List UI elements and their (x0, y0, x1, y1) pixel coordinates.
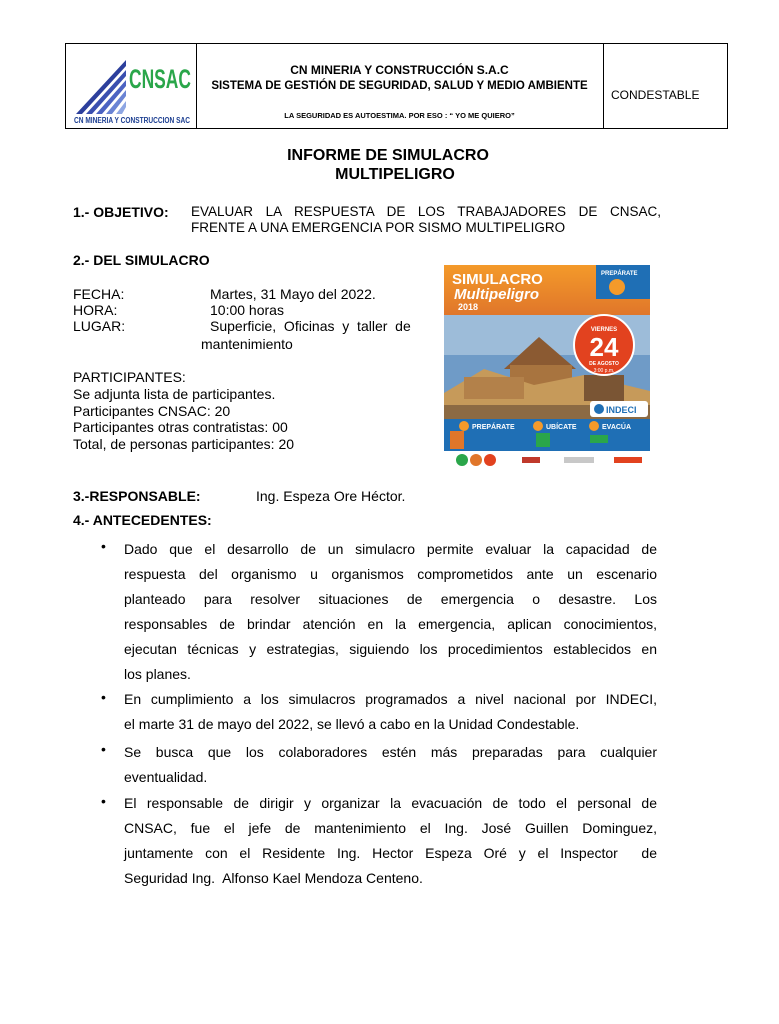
poster-agency: INDECI (606, 405, 637, 415)
list-item-line: Seguridad Ing. Alfonso Kael Mendoza Centeno. (124, 870, 423, 886)
safety-motto: LA SEGURIDAD ES AUTOESTIMA. POR ESO : “ YO ME QUIERO” (284, 111, 515, 120)
poster-title: SIMULACRO (452, 271, 543, 288)
logo-cell (66, 44, 197, 128)
hora-label: HORA: (73, 302, 118, 318)
drill-heading: 2.- DEL SIMULACRO (73, 252, 210, 268)
indeci-icon (594, 404, 604, 414)
objective-line1: EVALUAR LA RESPUESTA DE LOS TRABAJADORES DE CNSAC, (191, 204, 661, 219)
responsible-label: 3.-RESPONSABLE: (73, 488, 201, 504)
participants-line: Total, de personas participantes: 20 (73, 435, 295, 452)
responsible-value: Ing. Espeza Ore Héctor. (256, 488, 406, 504)
lugar-value: Superficie, Oficinas y taller de (210, 318, 411, 334)
list-item (124, 687, 657, 737)
lugar-value-cont: mantenimiento (201, 336, 293, 352)
logo-subtext: CN MINERIA Y CONSTRUCCION SAC (74, 116, 191, 125)
unit-name: CONDESTABLE (611, 88, 700, 102)
document-header (65, 43, 728, 129)
fecha-value: Martes, 31 Mayo del 2022. (210, 286, 376, 302)
poster-day-label: VIERNES (590, 327, 618, 333)
list-item (124, 791, 657, 891)
poster-step3: EVACÚA (602, 424, 632, 431)
report-title (0, 146, 768, 184)
alarm-icon (609, 279, 625, 295)
backpack-icon (450, 431, 464, 449)
bullet-icon: • (101, 793, 106, 809)
simulacro-poster (444, 265, 650, 469)
poster-year: 2018 (458, 302, 479, 312)
objective-label: 1.- OBJETIVO: (73, 204, 169, 220)
poster-day: 24 (589, 332, 619, 362)
cnsac-logo (72, 52, 192, 126)
safe-zone-icon (536, 433, 550, 447)
background-heading: 4.- ANTECEDENTES: (73, 512, 212, 528)
list-item-line: los planes. (124, 666, 191, 682)
list-item-line: Dado que el desarrollo de un simulacro permite evaluar la capacidad de (124, 541, 657, 557)
poster-subtitle: Multipeligro (454, 286, 539, 303)
list-item-line: CNSAC, fue el jefe de mantenimiento el Ing. José Guillen Dominguez, (124, 820, 657, 836)
report-title-line2: MULTIPELIGRO (335, 166, 455, 183)
poster-month: DE AGOSTO (589, 361, 619, 367)
title-cell (196, 44, 604, 128)
participants-line: Participantes otras contratistas: 00 (73, 419, 288, 435)
list-item-line: En cumplimiento a los simulacros programados a nivel nacional por INDECI, (124, 691, 657, 707)
report-title-line1: INFORME DE SIMULACRO (287, 147, 489, 164)
logo-text: CNSAC (129, 64, 191, 94)
participants-heading: PARTICIPANTES: (73, 369, 186, 385)
unit-cell (603, 44, 727, 128)
hora-value: 10:00 horas (210, 302, 284, 318)
list-item-line: Se busca que los colaboradores estén más preparadas para cualquier (124, 744, 657, 760)
list-item-line: planteado para resolver situaciones de emergencia o desastre. Los (124, 591, 657, 607)
poster-step2: UBÍCATE (546, 424, 577, 431)
poster-corner: PREPÁRATE (601, 271, 638, 277)
list-item (124, 740, 657, 790)
participants-line: Participantes CNSAC: 20 (73, 402, 231, 419)
management-system: SISTEMA DE GESTIÓN DE SEGURIDAD, SALUD Y MEDIO AMBIENTE (211, 80, 588, 92)
participants-list (73, 386, 294, 452)
poster-time: 3:00 p.m. (593, 368, 615, 374)
objective-line2: FRENTE A UNA EMERGENCIA POR SISMO MULTIPELIGRO (191, 220, 566, 235)
list-item-line: juntamente con el Residente Ing. Hector Espeza Oré y el Inspector de (124, 845, 657, 861)
list-item-line: el marte 31 de mayo del 2022, se llevó a cabo en la Unidad Condestable. (124, 716, 580, 732)
exit-sign-icon (590, 435, 608, 443)
logo-wave-icon (76, 60, 126, 114)
fecha-label: FECHA: (73, 286, 125, 302)
list-item-line: eventualidad. (124, 769, 208, 785)
poster-step1: PREPÁRATE (472, 424, 515, 431)
list-item-line: ejecutan técnicas y estrategias, siguiendo los procedimientos establecidos en (124, 641, 657, 657)
bullet-icon: • (101, 741, 106, 757)
company-name: CN MINERIA Y CONSTRUCCIÓN S.A.C (290, 63, 509, 77)
bullet-icon: • (101, 689, 106, 705)
list-item-line: El responsable de dirigir y organizar la evacuación de todo el personal de (124, 795, 657, 811)
participants-line: Se adjunta lista de participantes. (73, 386, 276, 402)
list-item-line: respuesta del organismo u organismos comprometidos ante un escenario (124, 566, 657, 582)
list-item (124, 537, 657, 687)
bullet-icon: • (101, 538, 106, 554)
lugar-label: LUGAR: (73, 318, 126, 334)
list-item-line: responsables de brindar atención en la emergencia, aplican conocimientos, (124, 616, 657, 632)
